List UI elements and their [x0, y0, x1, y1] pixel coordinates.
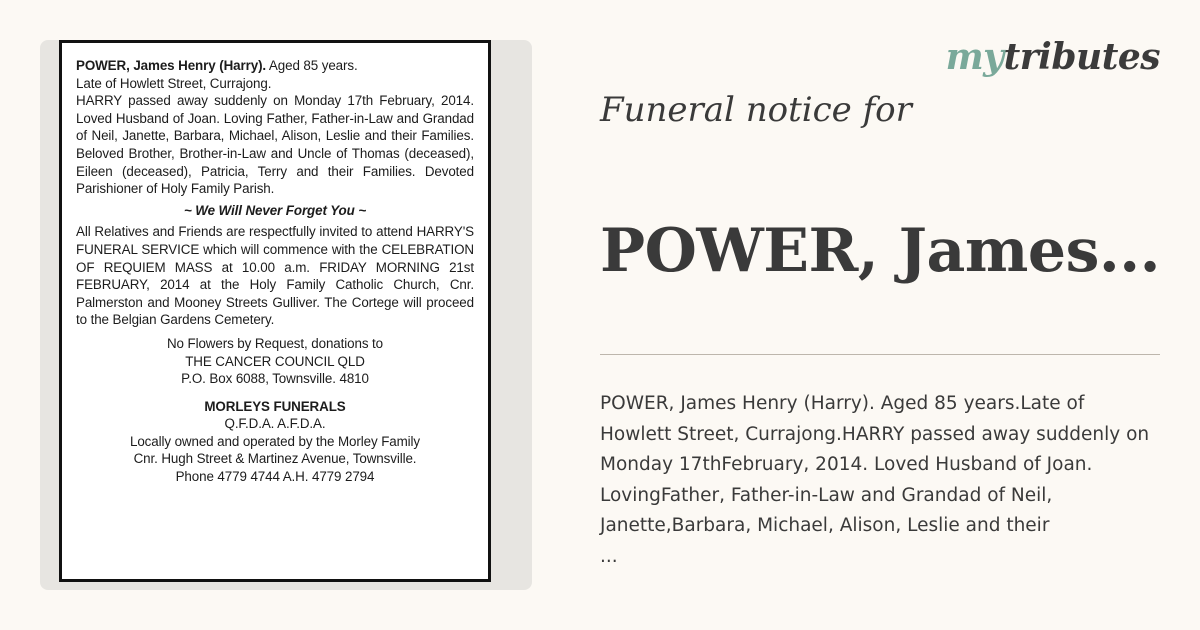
notice-excerpt	[600, 389, 1190, 572]
notice-residence: Late of Howlett Street, Currajong.	[76, 75, 272, 91]
funeral-home-credentials: Q.F.D.A. A.F.D.A.	[224, 416, 326, 432]
page-title: POWER, James...	[600, 216, 1161, 286]
notice-header	[76, 57, 474, 75]
excerpt-line: POWER, James Henry (Harry). Aged 85 years.Late of	[600, 393, 1085, 414]
funeral-home-line: Cnr. Hugh Street & Martinez Avenue, Townsville.	[133, 451, 417, 467]
funeral-home-line: Locally owned and operated by the Morley Family	[129, 433, 421, 449]
notice-donations-line: No Flowers by Request, donations to	[166, 335, 384, 351]
excerpt-line: Howlett Street, Currajong.HARRY passed away suddenly on	[600, 423, 1150, 445]
funeral-home-name: MORLEYS FUNERALS	[204, 398, 346, 414]
funeral-notice-scan	[59, 40, 491, 582]
excerpt-ellipsis: ...	[600, 545, 618, 567]
excerpt-line: LovingFather, Father-in-Law and Grandad of Neil,	[600, 484, 1053, 506]
eyebrow-text: Funeral notice for	[600, 90, 912, 130]
notice-donations-line: P.O. Box 6088, Townsville. 4810	[181, 371, 369, 387]
excerpt-line: Monday 17thFebruary, 2014. Loved Husband of Joan.	[600, 454, 1093, 475]
notice-tagline: ~ We Will Never Forget You ~	[183, 202, 367, 218]
excerpt-line: Janette,Barbara, Michael, Alison, Leslie and their	[600, 515, 1050, 536]
notice-donations-line: THE CANCER COUNCIL QLD	[185, 353, 365, 369]
notice-name: POWER, James Henry (Harry).	[76, 58, 267, 73]
divider	[600, 354, 1160, 355]
funeral-home-line: Phone 4779 4744 A.H. 4779 2794	[175, 469, 375, 485]
notice-paragraph-1: HARRY passed away suddenly on Monday 17th February, 2014. Loved Husband of Joan. Loving Father, Father-in-Law and Grandad of Neil, Janette, Barbara, Michael, Alison, Leslie and their Families. Beloved Brother, Brother-in-Law and Uncle of Thomas (deceased), Eileen (deceased), Patricia, Terry and their Families. Devoted Parishioner of Holy Family Parish.	[76, 93, 474, 197]
logo-prefix: my	[945, 36, 1004, 78]
notice-paragraph-2: All Relatives and Friends are respectfully invited to attend HARRY'S FUNERAL SERVICE which will commence with the CELEBRATION OF REQUIEM MASS at 10.00 a.m. FRIDAY MORNING 21st FEBRUARY, 2014 at the Holy Family Catholic Church, Cnr. Palmerston and Mooney Streets Gulliver. The Cortege will proceed to the Belgian Gardens Cemetery.	[76, 224, 474, 328]
logo-suffix: tributes	[1003, 36, 1160, 78]
notice-age: Aged 85 years.	[266, 58, 358, 73]
mytributes-logo[interactable]	[946, 36, 1160, 78]
